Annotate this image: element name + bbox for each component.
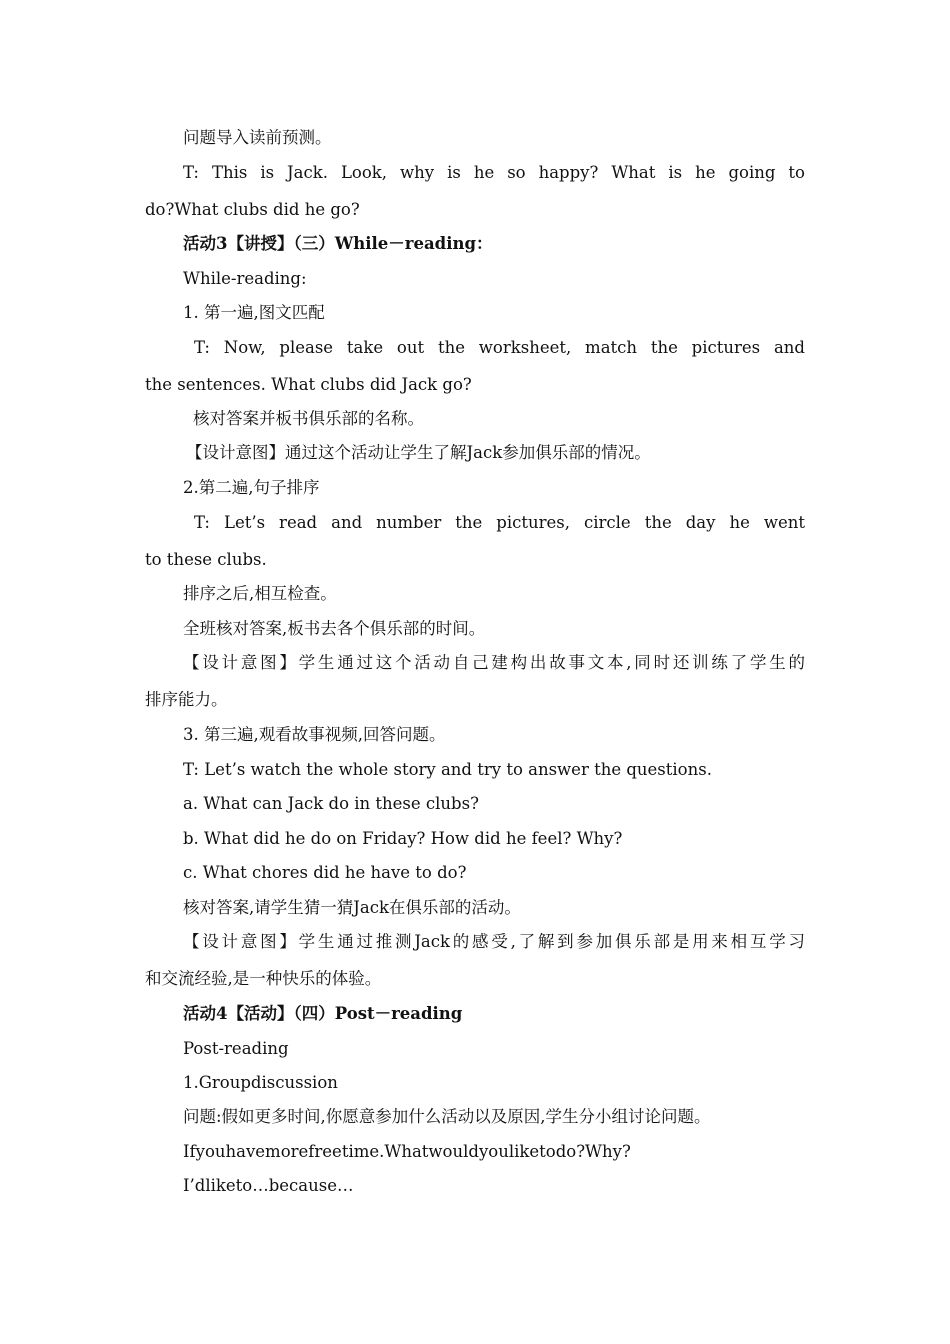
question-item: b. What did he do on Friday? How did he feel? Why? <box>183 829 623 848</box>
paragraph-line: 和交流经验,是一种快乐的体验。 <box>145 969 382 988</box>
question-item: a. What can Jack do in these clubs? <box>183 794 479 813</box>
paragraph-line: do?What clubs did he go? <box>145 200 360 219</box>
list-item: 1.Groupdiscussion <box>183 1073 338 1092</box>
paragraph-line: 排序能力。 <box>145 690 228 709</box>
paragraph-line: I’dliketo…because… <box>183 1176 354 1195</box>
paragraph-line: T: Let’s read and number the pictures, circle the day he went <box>194 513 805 532</box>
paragraph-line: 排序之后,相互检查。 <box>183 584 337 603</box>
paragraph-line: the sentences. What clubs did Jack go? <box>145 375 472 394</box>
list-item: 2.第二遍,句子排序 <box>183 478 320 497</box>
paragraph-line: T: This is Jack. Look, why is he so happy? What is he going to <box>183 163 805 182</box>
paragraph-line: to these clubs. <box>145 550 267 569</box>
paragraph-line: Ifyouhavemorefreetime.Whatwouldyouliketodo?Why? <box>183 1142 631 1161</box>
paragraph-line: 核对答案,请学生猜一猜Jack在俱乐部的活动。 <box>183 898 521 917</box>
section-heading: 活动3【讲授】（三）While－reading： <box>183 234 493 253</box>
question-item: c. What chores did he have to do? <box>183 863 467 882</box>
design-intent-note: 【设计意图】通过这个活动让学生了解Jack参加俱乐部的情况。 <box>186 443 651 462</box>
paragraph-line: While-reading: <box>183 269 307 288</box>
list-item: 3. 第三遍,观看故事视频,回答问题。 <box>183 725 446 744</box>
paragraph-line: Post-reading <box>183 1039 289 1058</box>
section-heading: 活动4【活动】（四）Post－reading <box>183 1004 463 1023</box>
design-intent-note: 【设计意图】学生通过这个活动自己建构出故事文本,同时还训练了学生的 <box>183 653 805 672</box>
paragraph-line: 问题导入读前预测。 <box>183 128 332 147</box>
paragraph-line: 核对答案并板书俱乐部的名称。 <box>193 409 424 428</box>
paragraph-line: 全班核对答案,板书去各个俱乐部的时间。 <box>183 619 486 638</box>
list-item: 1. 第一遍,图文匹配 <box>183 303 325 322</box>
design-intent-note: 【设计意图】学生通过推测Jack的感受,了解到参加俱乐部是用来相互学习 <box>183 932 805 951</box>
paragraph-line: T: Now, please take out the worksheet, match the pictures and <box>194 338 805 357</box>
paragraph-line: T: Let’s watch the whole story and try to answer the questions. <box>183 760 712 779</box>
paragraph-line: 问题:假如更多时间,你愿意参加什么活动以及原因,学生分小组讨论问题。 <box>183 1107 711 1126</box>
